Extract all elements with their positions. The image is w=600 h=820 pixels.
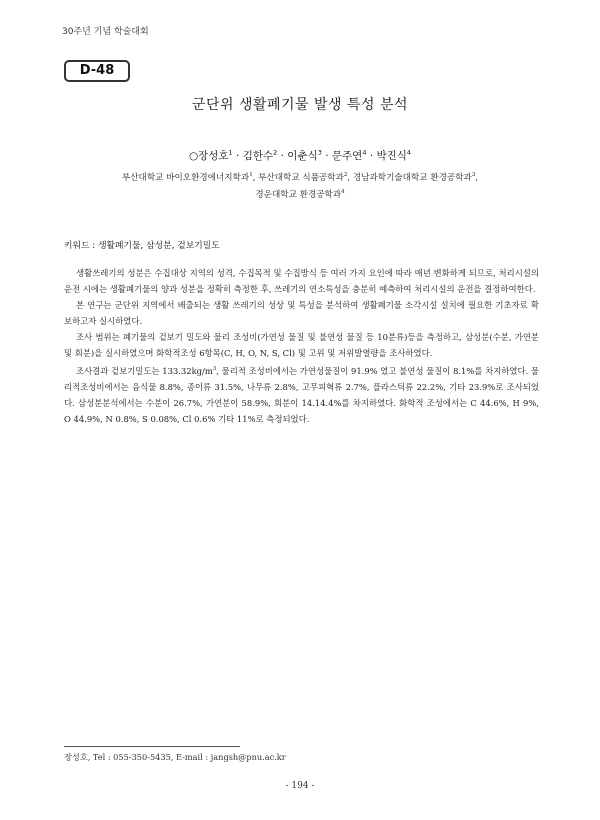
abstract-paragraph: 본 연구는 군단위 지역에서 배출되는 생활 쓰레기의 성상 및 특성을 분석하여 생활폐기물 소각시설 설치에 필요한 기초자료 확보하고자 실시하였다. (64, 300, 539, 326)
keywords-value: 생활폐기물, 삼성분, 겉보기밀도 (98, 241, 220, 251)
author-separator: · (232, 150, 243, 162)
author-affil-sup: 1 (228, 148, 233, 157)
keywords-line (64, 238, 220, 251)
affiliation-name: 경남과학기술대학교 환경공학과 (352, 173, 472, 183)
author-affil-sup: 3 (317, 148, 322, 157)
footnote-divider (64, 746, 240, 747)
affiliation-item (255, 190, 344, 200)
author-name: 장성호 (198, 150, 229, 162)
author-separator: · (277, 150, 288, 162)
author-affil-sup: 4 (362, 148, 367, 157)
affiliation-sup: 1 (249, 172, 253, 179)
unit-exponent: 3 (212, 366, 217, 372)
author-affil-sup: 4 (406, 148, 412, 157)
author-affil-sup: 2 (273, 148, 278, 157)
abstract-body (64, 265, 539, 427)
presenter-mark: ○ (188, 150, 199, 162)
affiliation-separator: , (347, 173, 353, 183)
affiliation-name: 부산대학교 바이오환경에너지학과 (121, 173, 250, 183)
affiliation-sup: 3 (471, 172, 476, 179)
author-item (332, 150, 377, 162)
keywords-label: 키워드 : (64, 241, 99, 251)
affiliation-line (0, 171, 600, 183)
affiliation-name: 경운대학교 환경공학과 (255, 190, 342, 200)
affiliation-item (122, 173, 258, 183)
author-name: 김한수 (242, 150, 274, 162)
affiliation-sup: 2 (343, 172, 348, 179)
abstract-paragraph: 생활쓰레기의 성분은 수집대상 지역의 성격, 수집목적 및 수집방식 등 여러 가지 요인에 따라 매년 변화하게 되므로, 처리시설의 운전 시에는 생활폐기물의 양과 성분을 정확히 측정한 후, 쓰레기의 연소특성을 충분히 예측하여 처리시설의 운전을 결정하여한다. (64, 268, 539, 294)
author-name: 박진식 (376, 150, 407, 162)
author-separator: · (366, 150, 377, 162)
author-item (376, 150, 411, 162)
paper-code-badge: D-48 (64, 60, 130, 82)
author-name: 문주연 (331, 150, 363, 162)
affiliation-item (258, 173, 353, 183)
event-header: 30주년 기념 학술대회 (62, 27, 149, 37)
abstract-paragraph (64, 361, 539, 427)
affiliation-separator: , (475, 173, 479, 183)
results-text-rest: , 물리적 조성비에서는 가연성물질이 91.9% 였고 불연성 물질이 8.1%를 차지하였다. 물리적조성비에서는 음식물 8.8%, 종이류 31.5%, 나무류 2.8%, 고무피혁류 2.7%, 플라스틱류 22.2%, 기타 23.9%로 조사되었다. 삼성분분석에서는 수분이 26.7%, 가연분이 58.9%, 회분이 14.14.4%를 차지하였다. 화학적 조성에서는 C 44.6%, H 9%, O 44.9%, N 0.8%, S 0.08%, Cl 0.6% 기타 11%로 측정되었다. (64, 365, 539, 424)
affiliation-line (0, 188, 600, 200)
affiliation-item (353, 173, 478, 183)
affiliation-separator: , (252, 173, 259, 183)
author-name: 이춘식 (287, 150, 318, 162)
abstract-paragraph: 조사 범위는 폐기물의 겉보기 밀도와 물리 조성비(가연성 물질 및 불연성 물질 등 10분류)등을 측정하고, 삼성분(수분, 가연분 및 회분)을 실시하였으며 화학적조성 6항목(C, H, O, N, S, Cl) 및 고위 및 저위발열량을 조사하였다. (64, 332, 539, 358)
contact-footnote: 장성호, Tel : 055-350-5435, E-mail : jangsh@pnu.ac.kr (64, 752, 286, 762)
author-item (189, 150, 243, 162)
author-list (0, 148, 600, 163)
author-item (243, 150, 288, 162)
affiliation-sup: 4 (341, 189, 345, 196)
author-item (287, 150, 332, 162)
paper-title: 군단위 생활폐기물 발생 특성 분석 (191, 97, 409, 113)
author-separator: · (321, 150, 332, 162)
results-text-start: 조사결과 겉보기밀도는 133.32kg/m (76, 365, 213, 376)
affiliation-name: 부산대학교 식품공학과 (258, 173, 344, 183)
page-number: - 194 - (285, 781, 315, 791)
